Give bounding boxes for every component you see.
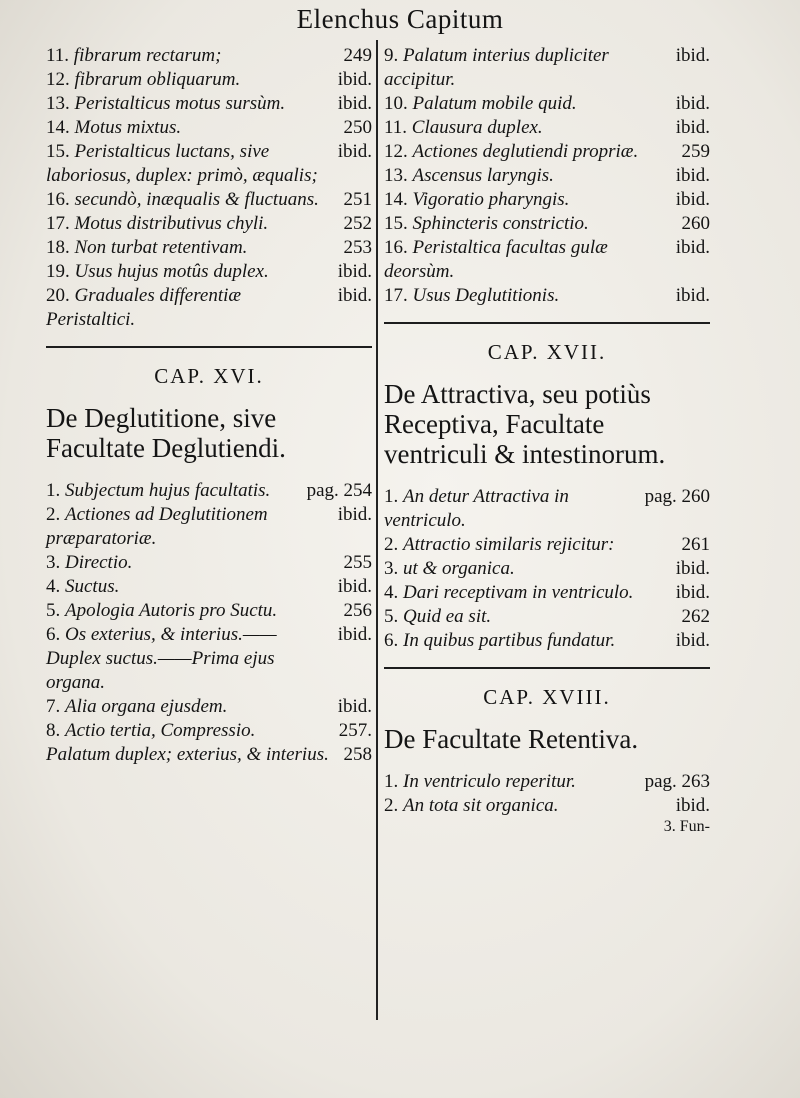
running-header: Elenchus Capitum: [296, 4, 504, 34]
page-reference: ibid.: [675, 582, 710, 603]
toc-entry-row: [384, 44, 710, 92]
page-reference: 258: [343, 744, 372, 765]
entry-text: Dari receptivam in ventriculo.: [403, 582, 634, 603]
page-reference: pag. 254: [306, 480, 372, 501]
toc-entry-heading: [384, 794, 559, 818]
toc-entry: [384, 116, 710, 140]
toc-entry: [46, 68, 372, 92]
entry-text: In quibus partibus fundatur.: [403, 630, 616, 651]
toc-entry-row: [46, 212, 372, 236]
page-reference: ibid.: [675, 237, 710, 258]
toc-entry-row: [46, 116, 372, 140]
page-reference: ibid.: [675, 165, 710, 186]
entry-number: 12.: [46, 69, 70, 90]
chapter-title: De Attractiva, seu potiùs Receptiva, Facultate ventriculi & intestinorum.: [384, 379, 666, 469]
entry-text: Os exterius, & interius.—— Duplex suctus.——Prima ejus organa.: [46, 624, 277, 693]
toc-entry-heading: [46, 212, 268, 236]
entry-text: Actio tertia, Compressio.: [65, 720, 256, 741]
page-reference: ibid.: [337, 285, 372, 306]
page-reference: ibid.: [675, 45, 710, 66]
catchword: 3. Fun-: [663, 818, 710, 835]
toc-entry: [384, 236, 710, 284]
toc-entry-row: [46, 575, 372, 599]
toc-entry-heading: [46, 260, 269, 284]
entry-number: 13.: [46, 93, 70, 114]
chapter-label: CAP. XVII.: [487, 340, 607, 364]
toc-entry: [46, 743, 372, 767]
toc-entry-heading: [46, 599, 277, 623]
entry-text: Sphincteris constrictio.: [412, 213, 589, 234]
entry-text: An tota sit organica.: [403, 795, 559, 816]
toc-entry-row: [46, 44, 372, 68]
toc-entry: [384, 284, 710, 308]
toc-entry-heading: [384, 140, 638, 164]
right-column: [384, 44, 710, 836]
entry-text: secundò, inæqualis & fluctuans.: [74, 189, 319, 210]
entry-number: 10.: [384, 93, 408, 114]
right-entry-list: [384, 44, 710, 308]
entry-number: 13.: [384, 165, 408, 186]
toc-entry-row: [384, 116, 710, 140]
toc-entry-row: [46, 695, 372, 719]
toc-entry-row: [46, 503, 372, 551]
toc-entry-heading: [384, 629, 615, 653]
toc-entry-heading: [46, 743, 329, 767]
entry-text: Apologia Autoris pro Suctu.: [65, 600, 278, 621]
toc-entry-row: [384, 188, 710, 212]
entry-number: 5.: [46, 600, 61, 621]
toc-entry-row: [384, 557, 710, 581]
toc-entry-row: [384, 212, 710, 236]
toc-entry-heading: [46, 140, 328, 188]
entry-number: 4.: [384, 582, 399, 603]
toc-entry: [46, 260, 372, 284]
toc-entry-heading: [46, 623, 328, 695]
toc-entry-heading: [46, 68, 240, 92]
toc-entry: [46, 116, 372, 140]
entry-number: 1.: [384, 771, 399, 792]
entry-number: 15.: [46, 141, 70, 162]
page-reference: ibid.: [675, 117, 710, 138]
entry-number: 20.: [46, 285, 70, 306]
page-reference: ibid.: [675, 285, 710, 306]
toc-entry: [46, 188, 372, 212]
toc-entry-heading: [384, 92, 577, 116]
entry-text: Usus hujus motûs duplex.: [74, 261, 269, 282]
toc-entry: [384, 581, 710, 605]
entry-text: Palatum interius dupliciter accipitur.: [384, 45, 609, 90]
entry-text: Actiones deglutiendi propriæ.: [412, 141, 639, 162]
entry-number: 7.: [46, 696, 61, 717]
toc-entry: [46, 575, 372, 599]
toc-entry: [384, 794, 710, 818]
toc-entry-row: [46, 623, 372, 695]
toc-entry-row: [384, 485, 710, 533]
page-reference: 259: [681, 141, 710, 162]
entry-text: Non turbat retentivam.: [74, 237, 248, 258]
page-reference: pag. 260: [644, 486, 710, 507]
entry-number: 6.: [384, 630, 399, 651]
entry-text: Graduales differentiæ Peristaltici.: [46, 285, 242, 330]
left-column: [46, 44, 372, 767]
entry-text: fibrarum rectarum;: [73, 45, 222, 66]
toc-entry: [46, 44, 372, 68]
toc-entry-row: [46, 719, 372, 743]
entry-number: 17.: [384, 285, 408, 306]
entry-text: Vigoratio pharyngis.: [412, 189, 570, 210]
page-reference: ibid.: [675, 795, 710, 816]
entry-number: 8.: [46, 720, 61, 741]
entry-number: 2.: [46, 504, 61, 525]
toc-entry-row: [46, 236, 372, 260]
toc-entry-row: [384, 770, 710, 794]
entry-text: Palatum duplex; exterius, & interius.: [46, 744, 329, 765]
page-reference: 256: [343, 600, 372, 621]
entry-text: Quid ea sit.: [403, 606, 492, 627]
page-reference: ibid.: [337, 261, 372, 282]
entry-number: 16.: [46, 189, 70, 210]
entry-text: Usus Deglutitionis.: [412, 285, 560, 306]
toc-entry: [46, 140, 372, 188]
page-reference: 261: [681, 534, 710, 555]
entry-number: 16.: [384, 237, 408, 258]
toc-entry-row: [384, 794, 710, 818]
entry-number: 15.: [384, 213, 408, 234]
toc-entry-row: [384, 284, 710, 308]
entry-text: An detur Attractiva in ventriculo.: [384, 486, 569, 531]
entry-text: Motus mixtus.: [74, 117, 182, 138]
chapter-label: CAP. XVI.: [154, 364, 264, 388]
toc-entry: [384, 212, 710, 236]
page-reference: 255: [343, 552, 372, 573]
entry-number: 11.: [384, 117, 408, 138]
chapter-title: De Deglutitione, sive Facultate Deglutiendi.: [46, 403, 286, 463]
toc-entry: [384, 164, 710, 188]
toc-entry-heading: [384, 236, 666, 284]
toc-entry-heading: [384, 485, 635, 533]
entry-text: Peristalticus luctans, sive laboriosus, duplex: primò, æqualis;: [46, 141, 318, 186]
toc-entry: [46, 236, 372, 260]
toc-entry-row: [46, 188, 372, 212]
page-reference: 260: [681, 213, 710, 234]
page-reference: 262: [681, 606, 710, 627]
entry-number: 5.: [384, 606, 399, 627]
toc-entry-heading: [46, 236, 247, 260]
toc-entry-row: [384, 164, 710, 188]
toc-entry-row: [46, 140, 372, 188]
toc-entry-row: [384, 140, 710, 164]
toc-entry-heading: [384, 188, 569, 212]
page-reference: ibid.: [675, 189, 710, 210]
toc-entry-row: [46, 284, 372, 332]
right-entry-list-2: [384, 485, 710, 653]
chapter-title: De Facultate Retentiva.: [384, 724, 639, 754]
toc-entry-heading: [384, 605, 491, 629]
page-reference: pag. 263: [644, 771, 710, 792]
toc-entry: [384, 605, 710, 629]
toc-entry: [384, 629, 710, 653]
section-rule: [384, 667, 710, 669]
toc-entry: [46, 503, 372, 551]
toc-entry-heading: [46, 116, 181, 140]
right-entry-list-3: [384, 770, 710, 818]
toc-entry: [384, 770, 710, 794]
toc-entry: [384, 140, 710, 164]
toc-entry-heading: [46, 44, 221, 68]
entry-number: 14.: [384, 189, 408, 210]
page-reference: ibid.: [337, 696, 372, 717]
toc-entry-row: [384, 629, 710, 653]
entry-text: Subjectum hujus facultatis.: [65, 480, 271, 501]
toc-entry-heading: [384, 44, 666, 92]
toc-entry-heading: [384, 116, 543, 140]
entry-text: ut & organica.: [403, 558, 515, 579]
toc-entry-row: [384, 581, 710, 605]
entry-text: Peristaltica facultas gulæ deorsùm.: [384, 237, 608, 282]
page-reference: ibid.: [675, 558, 710, 579]
toc-entry: [46, 212, 372, 236]
entry-text: Motus distributivus chyli.: [74, 213, 269, 234]
page-reference: ibid.: [337, 504, 372, 525]
entry-number: 18.: [46, 237, 70, 258]
toc-entry-row: [46, 599, 372, 623]
left-entry-list-2: [46, 479, 372, 767]
toc-entry: [384, 557, 710, 581]
toc-entry: [46, 551, 372, 575]
page-reference: ibid.: [337, 624, 372, 645]
entry-number: 3.: [384, 558, 399, 579]
toc-entry: [46, 479, 372, 503]
toc-entry-heading: [384, 557, 515, 581]
toc-entry: [46, 695, 372, 719]
toc-entry-row: [46, 68, 372, 92]
toc-entry-row: [384, 236, 710, 284]
toc-entry-row: [46, 260, 372, 284]
toc-entry: [46, 719, 372, 743]
toc-entry: [384, 533, 710, 557]
entry-text: In ventriculo reperitur.: [403, 771, 576, 792]
page-reference: ibid.: [675, 93, 710, 114]
page-reference: 252: [343, 213, 372, 234]
entry-number: 6.: [46, 624, 61, 645]
toc-entry-heading: [46, 575, 119, 599]
entry-text: Actiones ad Deglutitionem præparatoriæ.: [46, 504, 268, 549]
page-reference: 250: [343, 117, 372, 138]
toc-entry: [46, 623, 372, 695]
entry-text: Alia organa ejusdem.: [65, 696, 228, 717]
toc-entry-heading: [46, 503, 328, 551]
chapter-label: CAP. XVIII.: [483, 685, 611, 709]
toc-entry: [46, 284, 372, 332]
toc-entry-heading: [46, 479, 270, 503]
page-reference: ibid.: [337, 141, 372, 162]
column-divider: [376, 40, 378, 1020]
toc-entry-heading: [384, 284, 559, 308]
entry-number: 17.: [46, 213, 70, 234]
left-entry-list: [46, 44, 372, 332]
toc-entry: [384, 92, 710, 116]
entry-number: 4.: [46, 576, 61, 597]
entry-number: 9.: [384, 45, 399, 66]
toc-entry: [384, 485, 710, 533]
entry-number: 1.: [46, 480, 61, 501]
toc-entry-row: [384, 533, 710, 557]
entry-number: 11.: [46, 45, 70, 66]
toc-entry-row: [46, 551, 372, 575]
entry-number: 1.: [384, 486, 399, 507]
entry-number: 2.: [384, 534, 399, 555]
entry-text: Palatum mobile quid.: [412, 93, 577, 114]
entry-text: Suctus.: [65, 576, 120, 597]
page-reference: 253: [343, 237, 372, 258]
toc-entry-row: [384, 92, 710, 116]
toc-entry-heading: [46, 188, 319, 212]
page-reference: 249: [343, 45, 372, 66]
toc-entry-row: [46, 479, 372, 503]
page-reference: ibid.: [675, 630, 710, 651]
entry-number: 19.: [46, 261, 70, 282]
toc-entry: [384, 44, 710, 92]
toc-entry-heading: [384, 581, 633, 605]
toc-entry: [46, 92, 372, 116]
section-rule: [384, 322, 710, 324]
entry-text: Peristalticus motus sursùm.: [74, 93, 286, 114]
entry-text: Ascensus laryngis.: [412, 165, 554, 186]
entry-text: Attractio similaris rejicitur:: [403, 534, 615, 555]
page-reference: 257.: [338, 720, 372, 741]
section-rule: [46, 346, 372, 348]
toc-entry: [46, 599, 372, 623]
entry-text: Clausura duplex.: [411, 117, 543, 138]
toc-entry-heading: [384, 164, 554, 188]
entry-text: Directio.: [65, 552, 133, 573]
toc-entry-row: [46, 92, 372, 116]
toc-entry-heading: [46, 719, 255, 743]
toc-entry: [384, 188, 710, 212]
entry-number: 12.: [384, 141, 408, 162]
entry-number: 14.: [46, 117, 70, 138]
page-reference: ibid.: [337, 576, 372, 597]
toc-entry-row: [384, 605, 710, 629]
page-reference: ibid.: [337, 93, 372, 114]
toc-entry-heading: [46, 92, 285, 116]
entry-number: 3.: [46, 552, 61, 573]
toc-entry-heading: [46, 284, 328, 332]
toc-entry-heading: [384, 212, 589, 236]
toc-entry-heading: [46, 551, 132, 575]
page-reference: 251: [343, 189, 372, 210]
toc-entry-heading: [384, 533, 614, 557]
entry-number: 2.: [384, 795, 399, 816]
toc-entry-heading: [384, 770, 576, 794]
page-reference: ibid.: [337, 69, 372, 90]
toc-entry-heading: [46, 695, 227, 719]
entry-text: fibrarum obliquarum.: [74, 69, 241, 90]
toc-entry-row: [46, 743, 372, 767]
